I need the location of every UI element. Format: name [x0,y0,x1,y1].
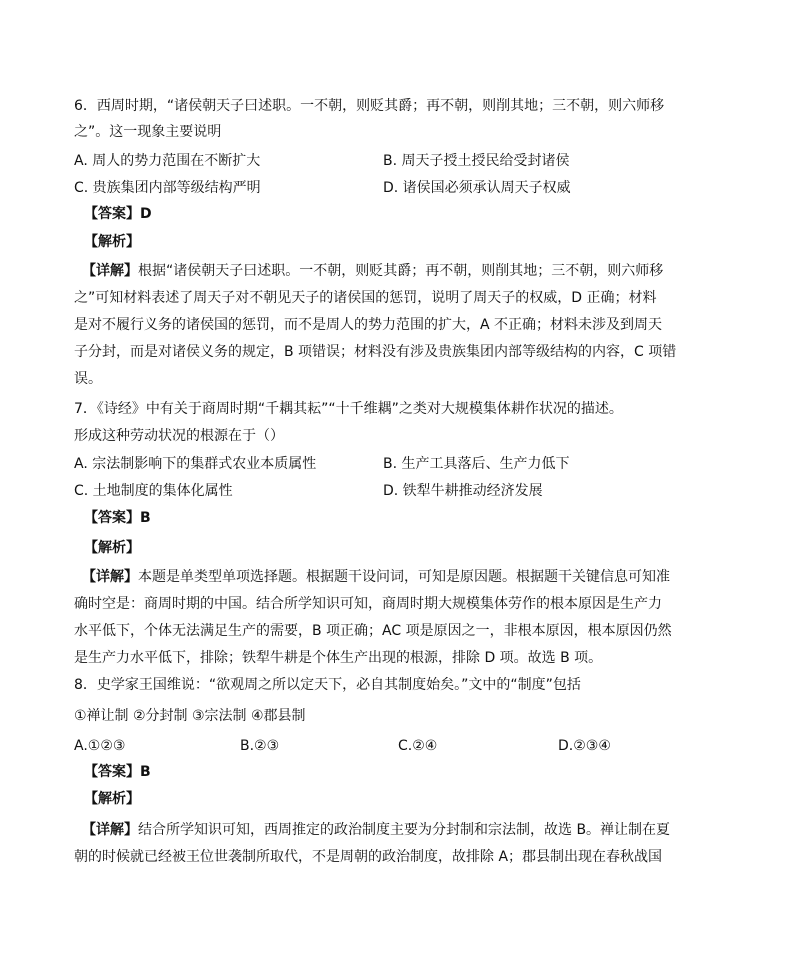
q8-detail-label: 【详解】 [82,822,138,838]
q6-detail-text-1: 根据“诸侯朝天子曰述职。一不朝，则贬其爵；再不朝，则削其地；三不朝，则六师移 [138,263,664,279]
q7-detail-label: 【详解】 [82,569,138,585]
q7-detail-line-1 [82,567,742,587]
q6-detail-line-4: 子分封，而是对诸侯义务的规定，B 项错误；材料没有涉及贵族集团内部等级结构的内容，C 项错 [74,344,677,360]
q8-answer-value: B [140,764,151,780]
q8-detail-text-1: 结合所学知识可知，西周推定的政治制度主要为分封制和宗法制，故选 B。禅让制在夏 [138,822,671,838]
q6-detail-line-1 [82,261,742,281]
q6-answer-label: 【答案】 [84,206,140,222]
q7-detail-text-1: 本题是单类型单项选择题。根据题干设问词，可知是原因题。根据题干关键信息可知准 [138,569,670,585]
q6-stem-line-2: 之”。这一现象主要说明 [74,124,222,140]
q6-answer [84,204,152,224]
q7-answer-label: 【答案】 [84,510,140,526]
q8-option-d: D.②③④ [558,738,611,754]
q7-stem-line-2: 形成这种劳动状况的根源在于（） [74,428,284,444]
q7-option-d: D. 铁犁牛耕推动经济发展 [383,483,543,499]
q7-answer-value: B [140,510,151,526]
q6-option-a: A. 周人的势力范围在不断扩大 [74,153,261,169]
q6-option-d: D. 诸侯国必须承认周天子权威 [383,180,571,196]
q8-option-c: C.②④ [398,738,438,754]
q8-stem-line-1: 8．史学家王国维说：“欲观周之所以定天下，必自其制度始矣。”文中的“制度”包括 [74,677,581,693]
q8-answer [84,762,151,782]
q6-detail-line-2: 之”可知材料表述了周天子对不朝见天子的诸侯国的惩罚，说明了周天子的权威，D 正确；材料 [74,290,657,306]
q7-detail-line-4: 是生产力水平低下，排除；铁犁牛耕是个体生产出现的根源，排除 D 项。故选 B 项。 [74,650,603,666]
q7-option-b: B. 生产工具落后、生产力低下 [383,456,570,472]
q7-analysis-label: 【解析】 [84,540,140,556]
q8-detail-line-2: 朝的时候就已经被王位世袭制所取代，不是周朝的政治制度，故排除 A；郡县制出现在春秋战国 [74,849,663,865]
q6-option-b: B. 周天子授土授民给受封诸侯 [383,153,570,169]
q8-answer-label: 【答案】 [84,764,140,780]
q6-detail-label: 【详解】 [82,263,138,279]
q6-detail-line-3: 是对不履行义务的诸侯国的惩罚，而不是周人的势力范围的扩大，A 不正确；材料未涉及到周天 [74,317,663,333]
q6-stem-line-1: 6．西周时期，“诸侯朝天子曰述职。一不朝，则贬其爵；再不朝，则削其地；三不朝，则六师移 [74,98,665,114]
q8-detail-line-1 [82,820,742,840]
q7-detail-line-3: 水平低下，个体无法满足生产的需要，B 项正确；AC 项是原因之一，非根本原因，根本原因仍然 [74,623,672,639]
q7-answer [84,508,151,528]
q6-detail-line-5: 误。 [74,371,102,387]
q7-option-c: C. 土地制度的集体化属性 [74,483,233,499]
q8-stem-line-2: ①禅让制 ②分封制 ③宗法制 ④郡县制 [74,708,306,724]
q8-option-b: B.②③ [240,738,280,754]
q8-analysis-label: 【解析】 [84,791,140,807]
q6-answer-value: D [140,206,152,222]
q7-stem-line-1: 7．《诗经》中有关于商周时期“千耦其耘”“十千维耦”之类对大规模集体耕作状况的描述。 [74,401,623,417]
q7-detail-line-2: 确时空是：商周时期的中国。结合所学知识可知，商周时期大规模集体劳作的根本原因是生产力 [74,596,662,612]
q6-option-c: C. 贵族集团内部等级结构严明 [74,180,261,196]
q8-option-a: A.①②③ [74,738,126,754]
q6-analysis-label: 【解析】 [84,234,140,250]
q7-option-a: A. 宗法制影响下的集群式农业本质属性 [74,456,317,472]
